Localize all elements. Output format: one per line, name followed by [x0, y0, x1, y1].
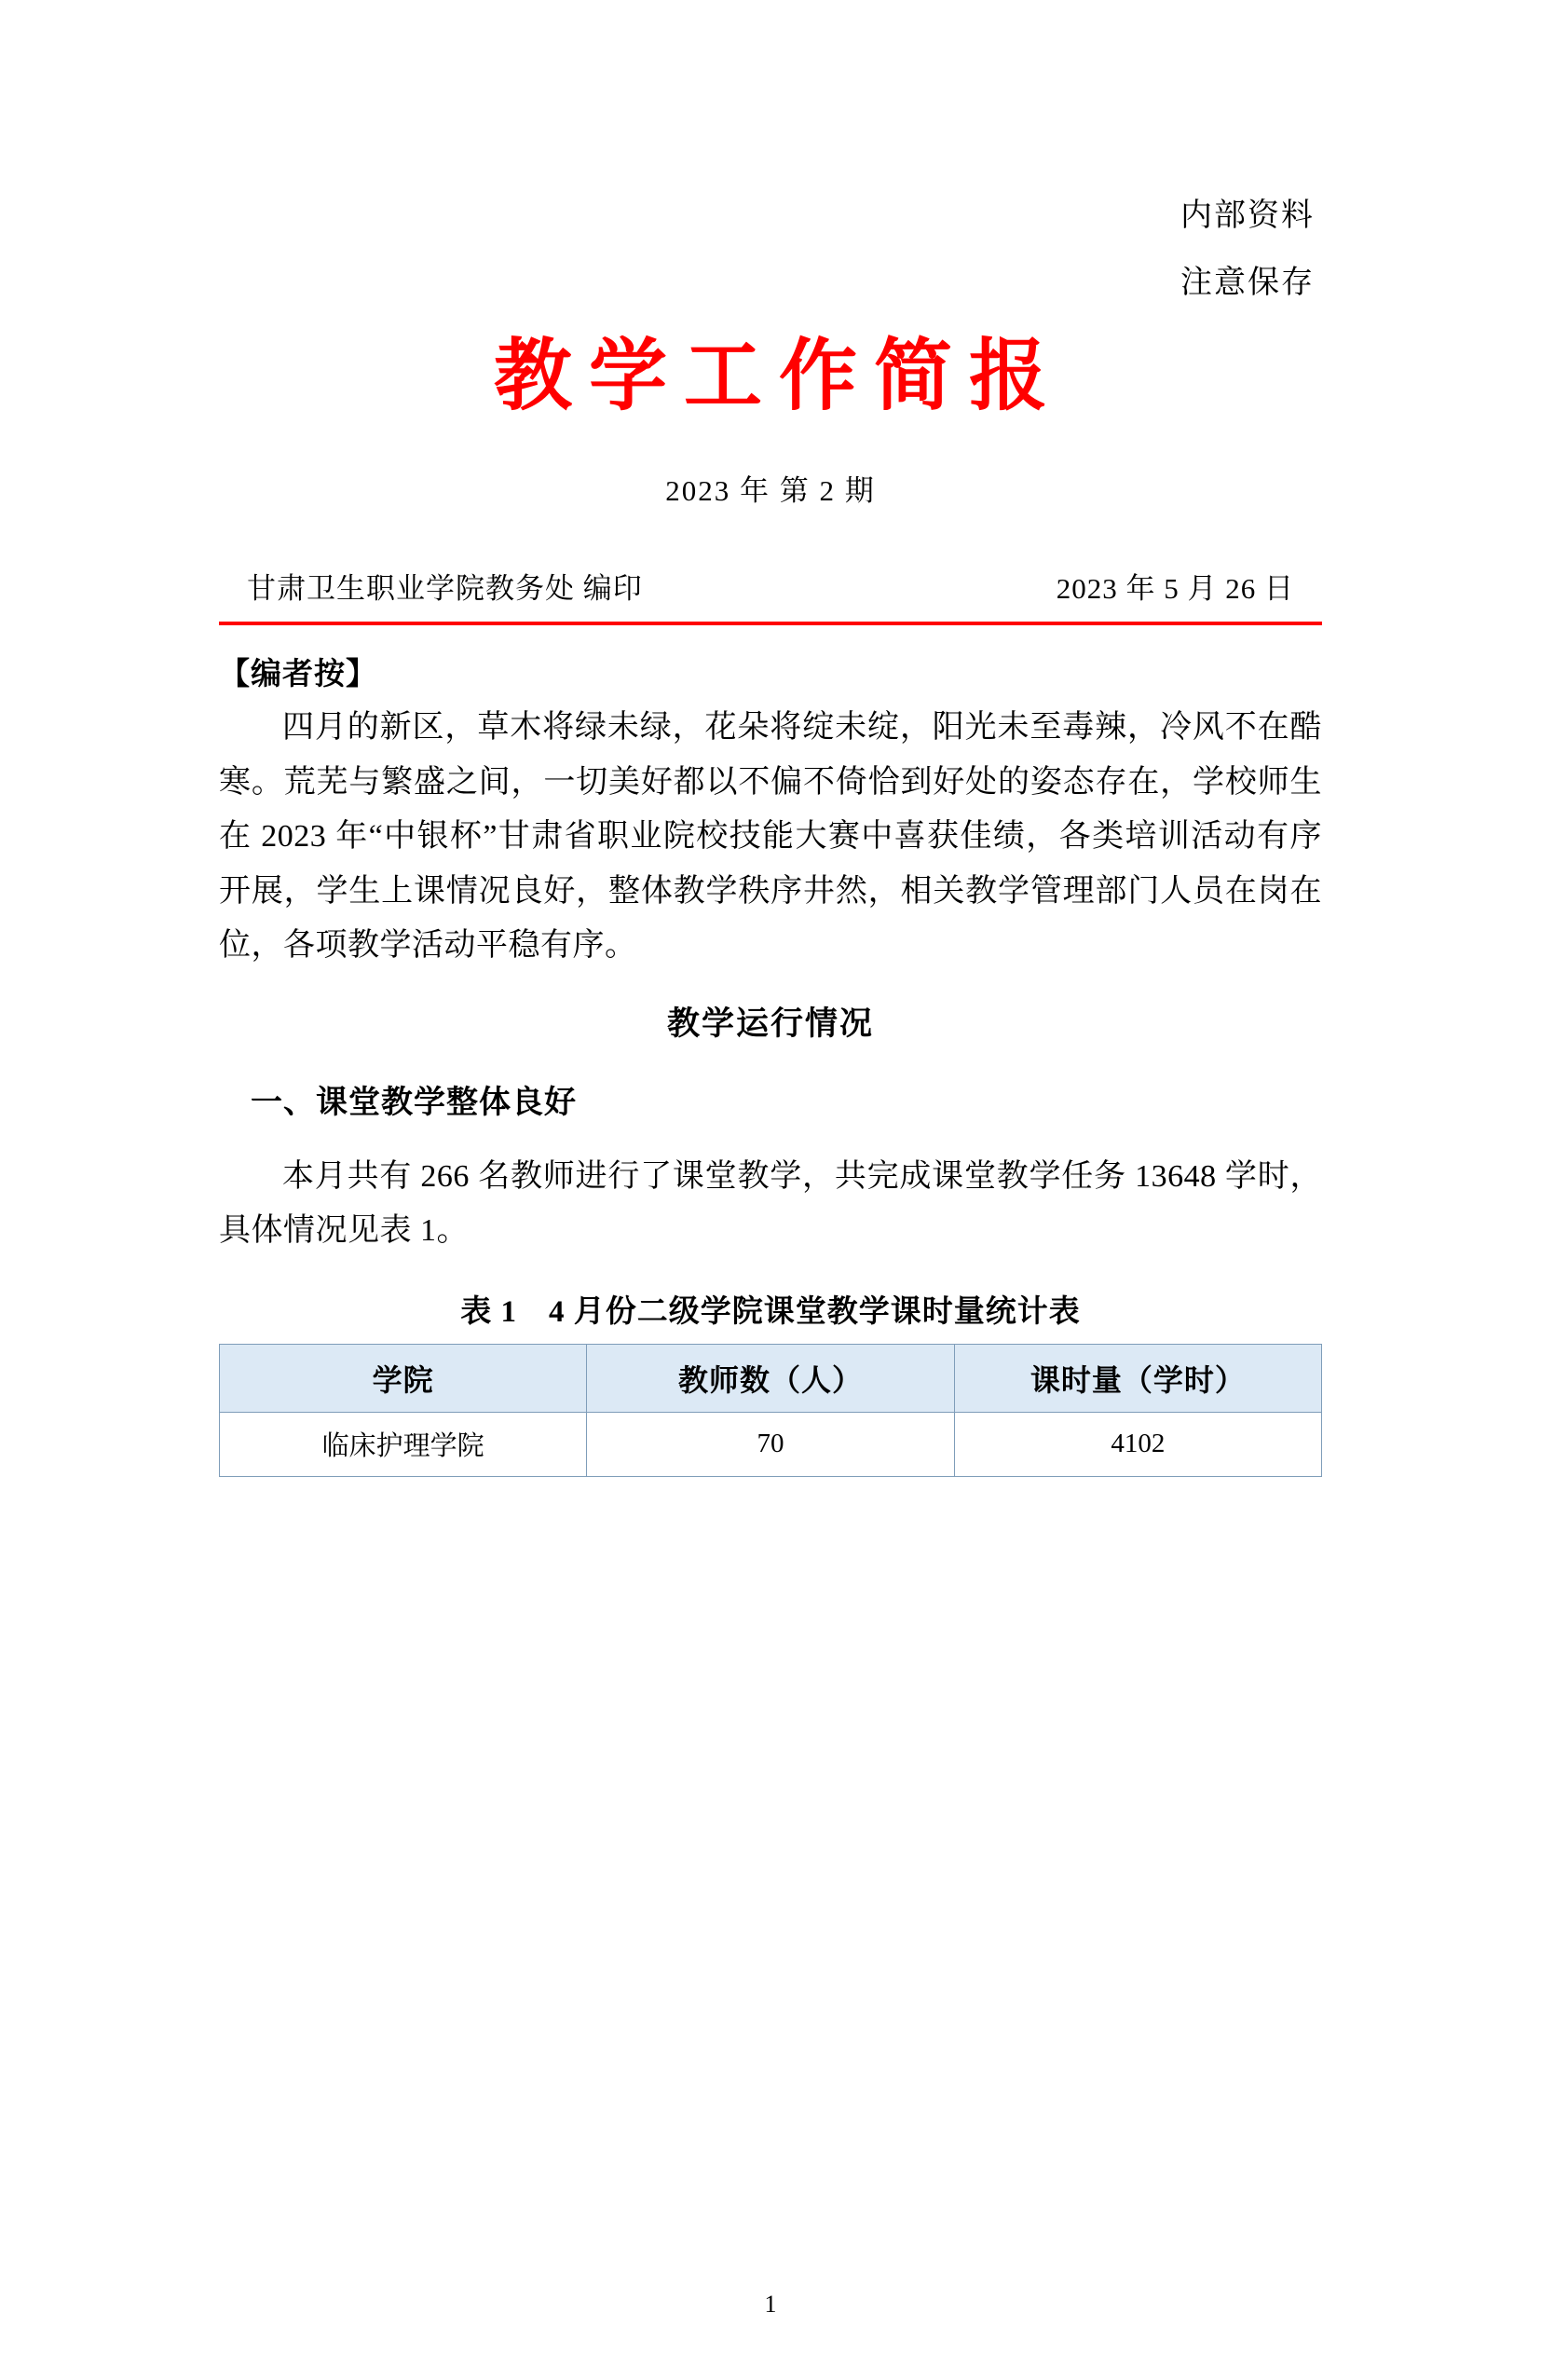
header-keep-safe: 注意保存	[1180, 266, 1315, 300]
imprint-row	[219, 565, 1322, 607]
table-column-header-hours: 课时量（学时）	[954, 1344, 1321, 1412]
table-cell-hours: 4102	[954, 1412, 1321, 1476]
masthead-title: 教学工作简报	[493, 334, 1064, 420]
table-cell-teachers: 70	[587, 1412, 954, 1476]
subsection-title: 一、课堂教学整体良好	[251, 1085, 577, 1120]
table-row	[220, 1412, 1322, 1476]
document-header	[219, 200, 1322, 299]
teaching-hours-table	[219, 1344, 1322, 1477]
imprint-date: 2023 年 5 月 26 日	[1056, 572, 1294, 606]
table-column-header-college: 学院	[220, 1344, 587, 1412]
document-page	[0, 200, 1541, 2380]
editor-note-paragraph: 四月的新区，草木将绿未绿，花朵将绽未绽，阳光未至毒辣，冷风不在酷寒。荒芜与繁盛之间，一切美好都以不偏不倚恰到好处的姿态存在，学校师生在 2023 年“中银杯”甘肃省职业院校技能大赛中喜获佳绩，各类培训活动有序开展，学生上课情况良好，整体教学秩序井然，相关教学管理部门人员在岗在位，各项教学活动平稳有序。	[219, 710, 1322, 964]
body-paragraph: 本月共有 266 名教师进行了课堂教学，共完成课堂教学任务 13648 学时，具体情况见表 1。	[219, 1158, 1322, 1249]
masthead-issue: 2023 年 第 2 期	[665, 474, 876, 508]
editor-note-label: 【编者按】	[219, 658, 377, 692]
table-cell-college: 临床护理学院	[220, 1412, 587, 1476]
imprint-publisher: 甘肃卫生职业学院教务处 编印	[247, 572, 643, 606]
header-divider	[219, 622, 1322, 625]
table-column-header-teachers: 教师数（人）	[587, 1344, 954, 1412]
table-caption: 表 1 4 月份二级学院课堂教学课时量统计表	[460, 1294, 1081, 1329]
page-number: 1	[764, 2291, 777, 2318]
section-title: 教学运行情况	[666, 1005, 874, 1042]
header-internal-material: 内部资料	[1180, 198, 1315, 233]
table-header-row	[220, 1344, 1322, 1412]
